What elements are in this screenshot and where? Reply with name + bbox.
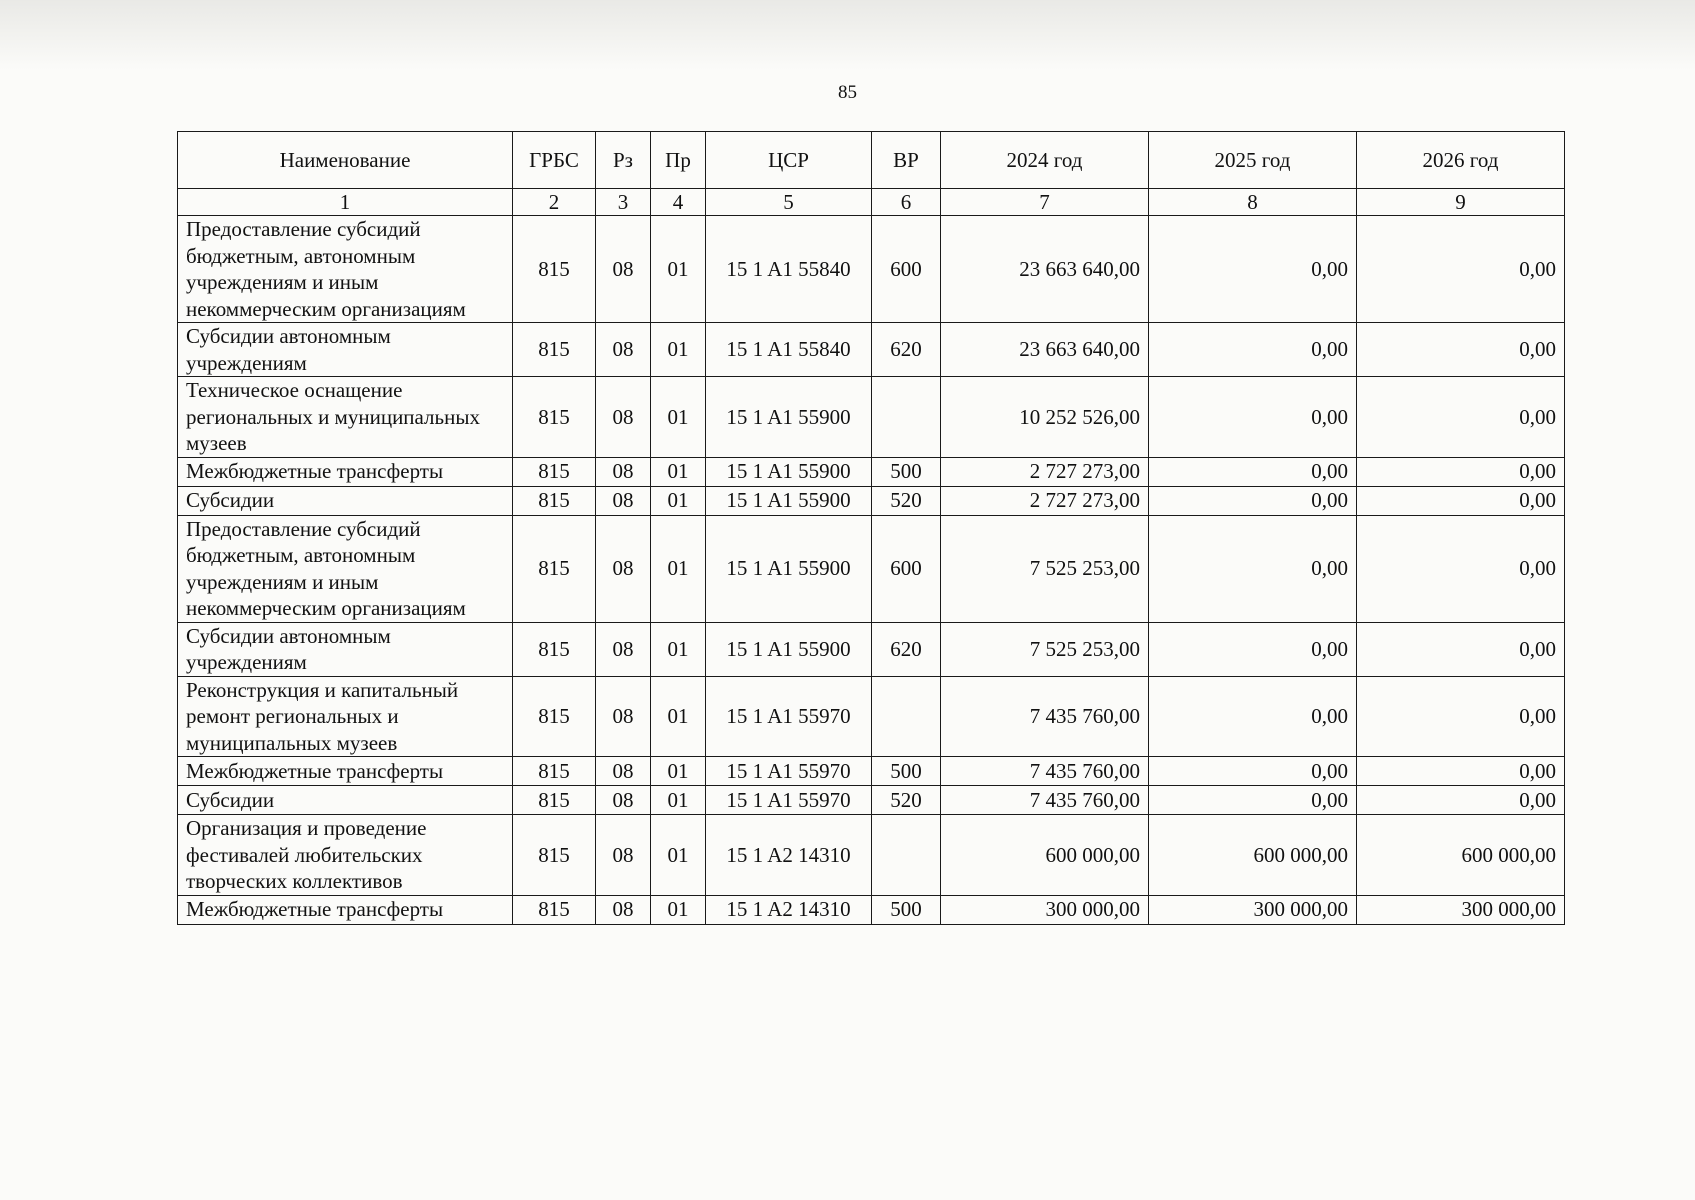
column-number: 4 (651, 189, 706, 216)
cell-name: Межбюджетные трансферты (178, 457, 513, 486)
cell-pr: 01 (651, 676, 706, 757)
header-vr: ВР (872, 132, 941, 189)
column-number: 9 (1357, 189, 1565, 216)
header-row (178, 132, 1565, 189)
cell-vr: 500 (872, 757, 941, 786)
cell-2026: 300 000,00 (1357, 895, 1565, 924)
cell-2026: 0,00 (1357, 622, 1565, 676)
cell-rz: 08 (596, 457, 651, 486)
cell-rz: 08 (596, 757, 651, 786)
cell-2024: 10 252 526,00 (941, 377, 1149, 458)
cell-2024: 7 435 760,00 (941, 786, 1149, 815)
cell-pr: 01 (651, 786, 706, 815)
cell-2025: 0,00 (1149, 323, 1357, 377)
cell-2024: 2 727 273,00 (941, 457, 1149, 486)
column-number: 1 (178, 189, 513, 216)
cell-pr: 01 (651, 323, 706, 377)
table-row (178, 815, 1565, 896)
table-row (178, 515, 1565, 622)
budget-table (177, 131, 1565, 925)
cell-vr: 520 (872, 786, 941, 815)
cell-rz: 08 (596, 676, 651, 757)
header-2026: 2026 год (1357, 132, 1565, 189)
table-row (178, 676, 1565, 757)
cell-vr (872, 815, 941, 896)
table-row (178, 486, 1565, 515)
cell-csr: 15 1 A1 55840 (706, 323, 872, 377)
cell-grbs: 815 (513, 622, 596, 676)
cell-rz: 08 (596, 895, 651, 924)
cell-vr: 620 (872, 622, 941, 676)
cell-2024: 7 435 760,00 (941, 757, 1149, 786)
cell-grbs: 815 (513, 457, 596, 486)
header-2024: 2024 год (941, 132, 1149, 189)
table-row (178, 622, 1565, 676)
cell-name: Предоставление субсидий бюджетным, автономным учреждениям и иным некоммерческим организациям (178, 216, 513, 323)
cell-vr (872, 377, 941, 458)
cell-name: Предоставление субсидий бюджетным, автономным учреждениям и иным некоммерческим организациям (178, 515, 513, 622)
cell-name: Субсидии (178, 486, 513, 515)
table-row (178, 377, 1565, 458)
cell-grbs: 815 (513, 757, 596, 786)
cell-vr (872, 676, 941, 757)
page-number: 85 (838, 82, 857, 103)
cell-csr: 15 1 A1 55900 (706, 515, 872, 622)
cell-name: Техническое оснащение региональных и муниципальных музеев (178, 377, 513, 458)
cell-vr: 500 (872, 895, 941, 924)
header-pr: Пр (651, 132, 706, 189)
column-number: 8 (1149, 189, 1357, 216)
column-number: 2 (513, 189, 596, 216)
table-row (178, 457, 1565, 486)
cell-csr: 15 1 A1 55900 (706, 377, 872, 458)
header-rz: Рз (596, 132, 651, 189)
cell-name: Субсидии автономным учреждениям (178, 622, 513, 676)
cell-pr: 01 (651, 815, 706, 896)
cell-2026: 0,00 (1357, 486, 1565, 515)
cell-2024: 600 000,00 (941, 815, 1149, 896)
cell-csr: 15 1 A1 55900 (706, 622, 872, 676)
cell-2024: 7 525 253,00 (941, 515, 1149, 622)
cell-2025: 0,00 (1149, 786, 1357, 815)
cell-name: Организация и проведение фестивалей любительских творческих коллективов (178, 815, 513, 896)
cell-csr: 15 1 A1 55900 (706, 457, 872, 486)
cell-grbs: 815 (513, 895, 596, 924)
cell-pr: 01 (651, 216, 706, 323)
cell-vr: 600 (872, 216, 941, 323)
cell-grbs: 815 (513, 676, 596, 757)
table-row (178, 216, 1565, 323)
cell-name: Субсидии (178, 786, 513, 815)
cell-pr: 01 (651, 757, 706, 786)
cell-rz: 08 (596, 815, 651, 896)
cell-csr: 15 1 A1 55970 (706, 676, 872, 757)
cell-2026: 0,00 (1357, 323, 1565, 377)
cell-rz: 08 (596, 377, 651, 458)
cell-rz: 08 (596, 622, 651, 676)
cell-2026: 0,00 (1357, 786, 1565, 815)
cell-2026: 0,00 (1357, 676, 1565, 757)
cell-csr: 15 1 A2 14310 (706, 815, 872, 896)
cell-vr: 620 (872, 323, 941, 377)
cell-rz: 08 (596, 323, 651, 377)
cell-grbs: 815 (513, 323, 596, 377)
column-number: 3 (596, 189, 651, 216)
header-grbs: ГРБС (513, 132, 596, 189)
column-number-row (178, 189, 1565, 216)
cell-2026: 0,00 (1357, 377, 1565, 458)
table-row (178, 895, 1565, 924)
cell-2026: 0,00 (1357, 457, 1565, 486)
table-row (178, 757, 1565, 786)
cell-2024: 23 663 640,00 (941, 216, 1149, 323)
cell-rz: 08 (596, 515, 651, 622)
cell-vr: 500 (872, 457, 941, 486)
cell-csr: 15 1 A1 55840 (706, 216, 872, 323)
cell-csr: 15 1 A1 55900 (706, 486, 872, 515)
cell-2026: 0,00 (1357, 515, 1565, 622)
cell-grbs: 815 (513, 815, 596, 896)
cell-2024: 7 435 760,00 (941, 676, 1149, 757)
cell-csr: 15 1 A1 55970 (706, 757, 872, 786)
cell-2025: 0,00 (1149, 457, 1357, 486)
cell-vr: 520 (872, 486, 941, 515)
cell-2024: 7 525 253,00 (941, 622, 1149, 676)
cell-name: Реконструкция и капитальный ремонт региональных и муниципальных музеев (178, 676, 513, 757)
header-name: Наименование (178, 132, 513, 189)
cell-grbs: 815 (513, 377, 596, 458)
header-csr: ЦСР (706, 132, 872, 189)
cell-2025: 0,00 (1149, 515, 1357, 622)
cell-grbs: 815 (513, 486, 596, 515)
cell-pr: 01 (651, 515, 706, 622)
cell-grbs: 815 (513, 786, 596, 815)
cell-csr: 15 1 A1 55970 (706, 786, 872, 815)
cell-2025: 0,00 (1149, 622, 1357, 676)
cell-pr: 01 (651, 457, 706, 486)
cell-pr: 01 (651, 895, 706, 924)
cell-2025: 0,00 (1149, 486, 1357, 515)
column-number: 6 (872, 189, 941, 216)
cell-rz: 08 (596, 786, 651, 815)
cell-2024: 2 727 273,00 (941, 486, 1149, 515)
cell-vr: 600 (872, 515, 941, 622)
cell-2025: 0,00 (1149, 216, 1357, 323)
cell-rz: 08 (596, 216, 651, 323)
cell-2025: 0,00 (1149, 757, 1357, 786)
cell-2026: 0,00 (1357, 757, 1565, 786)
cell-2025: 600 000,00 (1149, 815, 1357, 896)
column-number: 5 (706, 189, 872, 216)
cell-pr: 01 (651, 622, 706, 676)
cell-grbs: 815 (513, 216, 596, 323)
cell-2024: 300 000,00 (941, 895, 1149, 924)
cell-name: Субсидии автономным учреждениям (178, 323, 513, 377)
cell-2025: 0,00 (1149, 676, 1357, 757)
scan-edge-shading (0, 0, 1695, 70)
cell-name: Межбюджетные трансферты (178, 757, 513, 786)
column-number: 7 (941, 189, 1149, 216)
cell-2026: 0,00 (1357, 216, 1565, 323)
header-2025: 2025 год (1149, 132, 1357, 189)
cell-rz: 08 (596, 486, 651, 515)
cell-2026: 600 000,00 (1357, 815, 1565, 896)
cell-csr: 15 1 A2 14310 (706, 895, 872, 924)
cell-2024: 23 663 640,00 (941, 323, 1149, 377)
cell-pr: 01 (651, 486, 706, 515)
table-row (178, 323, 1565, 377)
cell-name: Межбюджетные трансферты (178, 895, 513, 924)
cell-2025: 300 000,00 (1149, 895, 1357, 924)
table-row (178, 786, 1565, 815)
cell-2025: 0,00 (1149, 377, 1357, 458)
cell-grbs: 815 (513, 515, 596, 622)
cell-pr: 01 (651, 377, 706, 458)
